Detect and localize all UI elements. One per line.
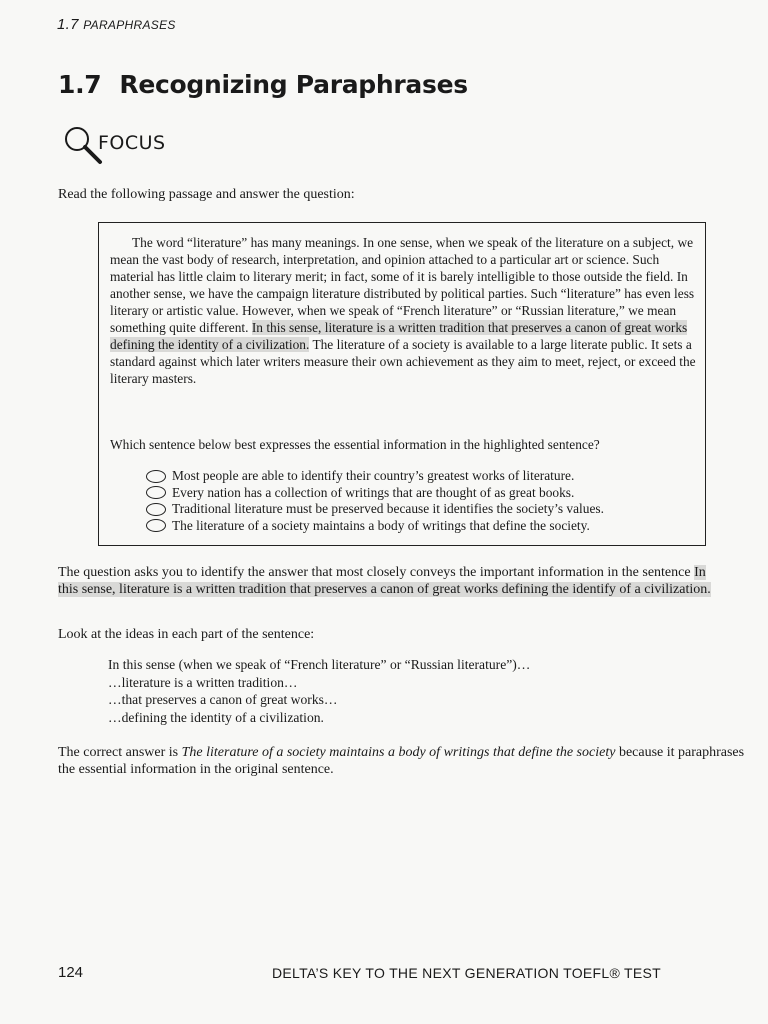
option-text: Most people are able to identify their country’s greatest works of literature. bbox=[172, 468, 575, 484]
correct-answer-tail: because it paraphrases the essential information in the original sentence. bbox=[58, 745, 745, 777]
correct-answer-lead: The correct answer is bbox=[58, 745, 179, 760]
idea-list bbox=[108, 656, 530, 726]
highlighted-sentence: In this sense, literature is a written tradition that preserves a canon of great works defining the identity of a civilization. bbox=[110, 320, 688, 352]
answer-option-b[interactable] bbox=[146, 485, 604, 502]
idea-item: …literature is a written tradition… bbox=[108, 674, 298, 690]
running-head-label: PARAPHRASES bbox=[83, 18, 176, 32]
correct-answer-italic: The literature of a society maintains a body of writings that define the society bbox=[181, 745, 616, 760]
passage bbox=[110, 234, 698, 387]
idea-item: …defining the identity of a civilization. bbox=[108, 709, 324, 725]
answer-option-a[interactable] bbox=[146, 468, 604, 485]
correct-answer bbox=[58, 744, 748, 778]
answer-option-c[interactable] bbox=[146, 501, 604, 518]
passage-text: The word “literature” has many meanings. In one sense, when we speak of the literature on a subject, we mean the vast body of research, interpretation, and opinion attached to a particular art or science. Such material has little claim to literary merit; in fact, some of it is barely intelligible to those outside the field. In another sense, we have the campaign literature distributed by political parties. Such “literature” has even less literary or artistic value. However, when we speak of “French literature” or “Russian literature,” we mean something quite different. bbox=[110, 235, 695, 335]
passage-text-continued: The literature of a society is available to a large literate public. It sets a standard against which later writers measure their own achievement as they aim to meet, reject, or exceed the literary masters. bbox=[110, 337, 696, 386]
footer-book-title: DELTA’S KEY TO THE NEXT GENERATION TOEFL® TEST bbox=[272, 965, 661, 981]
look-line: Look at the ideas in each part of the sentence: bbox=[58, 627, 315, 642]
running-head bbox=[57, 16, 176, 33]
running-head-number: 1.7 bbox=[57, 16, 79, 33]
answer-bubble-icon[interactable] bbox=[146, 470, 166, 483]
answer-option-d[interactable] bbox=[146, 518, 604, 535]
section-number: 1.7 bbox=[58, 70, 102, 99]
instructions: Read the following passage and answer the question: bbox=[58, 187, 355, 202]
page-number: 124 bbox=[58, 964, 84, 981]
explanation-highlight: In this sense, literature is a written tradition that preserves a canon of great works defining the identify of a civilization. bbox=[58, 565, 711, 597]
explanation bbox=[58, 564, 724, 598]
idea-item: …that preserves a canon of great works… bbox=[108, 692, 338, 707]
answer-bubble-icon[interactable] bbox=[146, 486, 166, 499]
option-text: Traditional literature must be preserved because it identifies the society’s values. bbox=[172, 501, 604, 517]
idea-item: In this sense (when we speak of “French literature” or “Russian literature”)… bbox=[108, 657, 531, 672]
section-title bbox=[58, 70, 468, 99]
question: Which sentence below best expresses the essential information in the highlighted sentence? bbox=[110, 437, 600, 452]
option-text: The literature of a society maintains a body of writings that define the society. bbox=[172, 517, 590, 533]
section-title-text: Recognizing Paraphrases bbox=[119, 70, 468, 99]
answer-bubble-icon[interactable] bbox=[146, 519, 166, 532]
answer-bubble-icon[interactable] bbox=[146, 503, 166, 516]
focus-label: FOCUS bbox=[98, 132, 166, 154]
explanation-text: The question asks you to identify the answer that most closely conveys the important information in the sentence bbox=[58, 565, 691, 580]
option-text: Every nation has a collection of writings that are thought of as great books. bbox=[172, 484, 575, 500]
answer-options bbox=[146, 468, 604, 534]
